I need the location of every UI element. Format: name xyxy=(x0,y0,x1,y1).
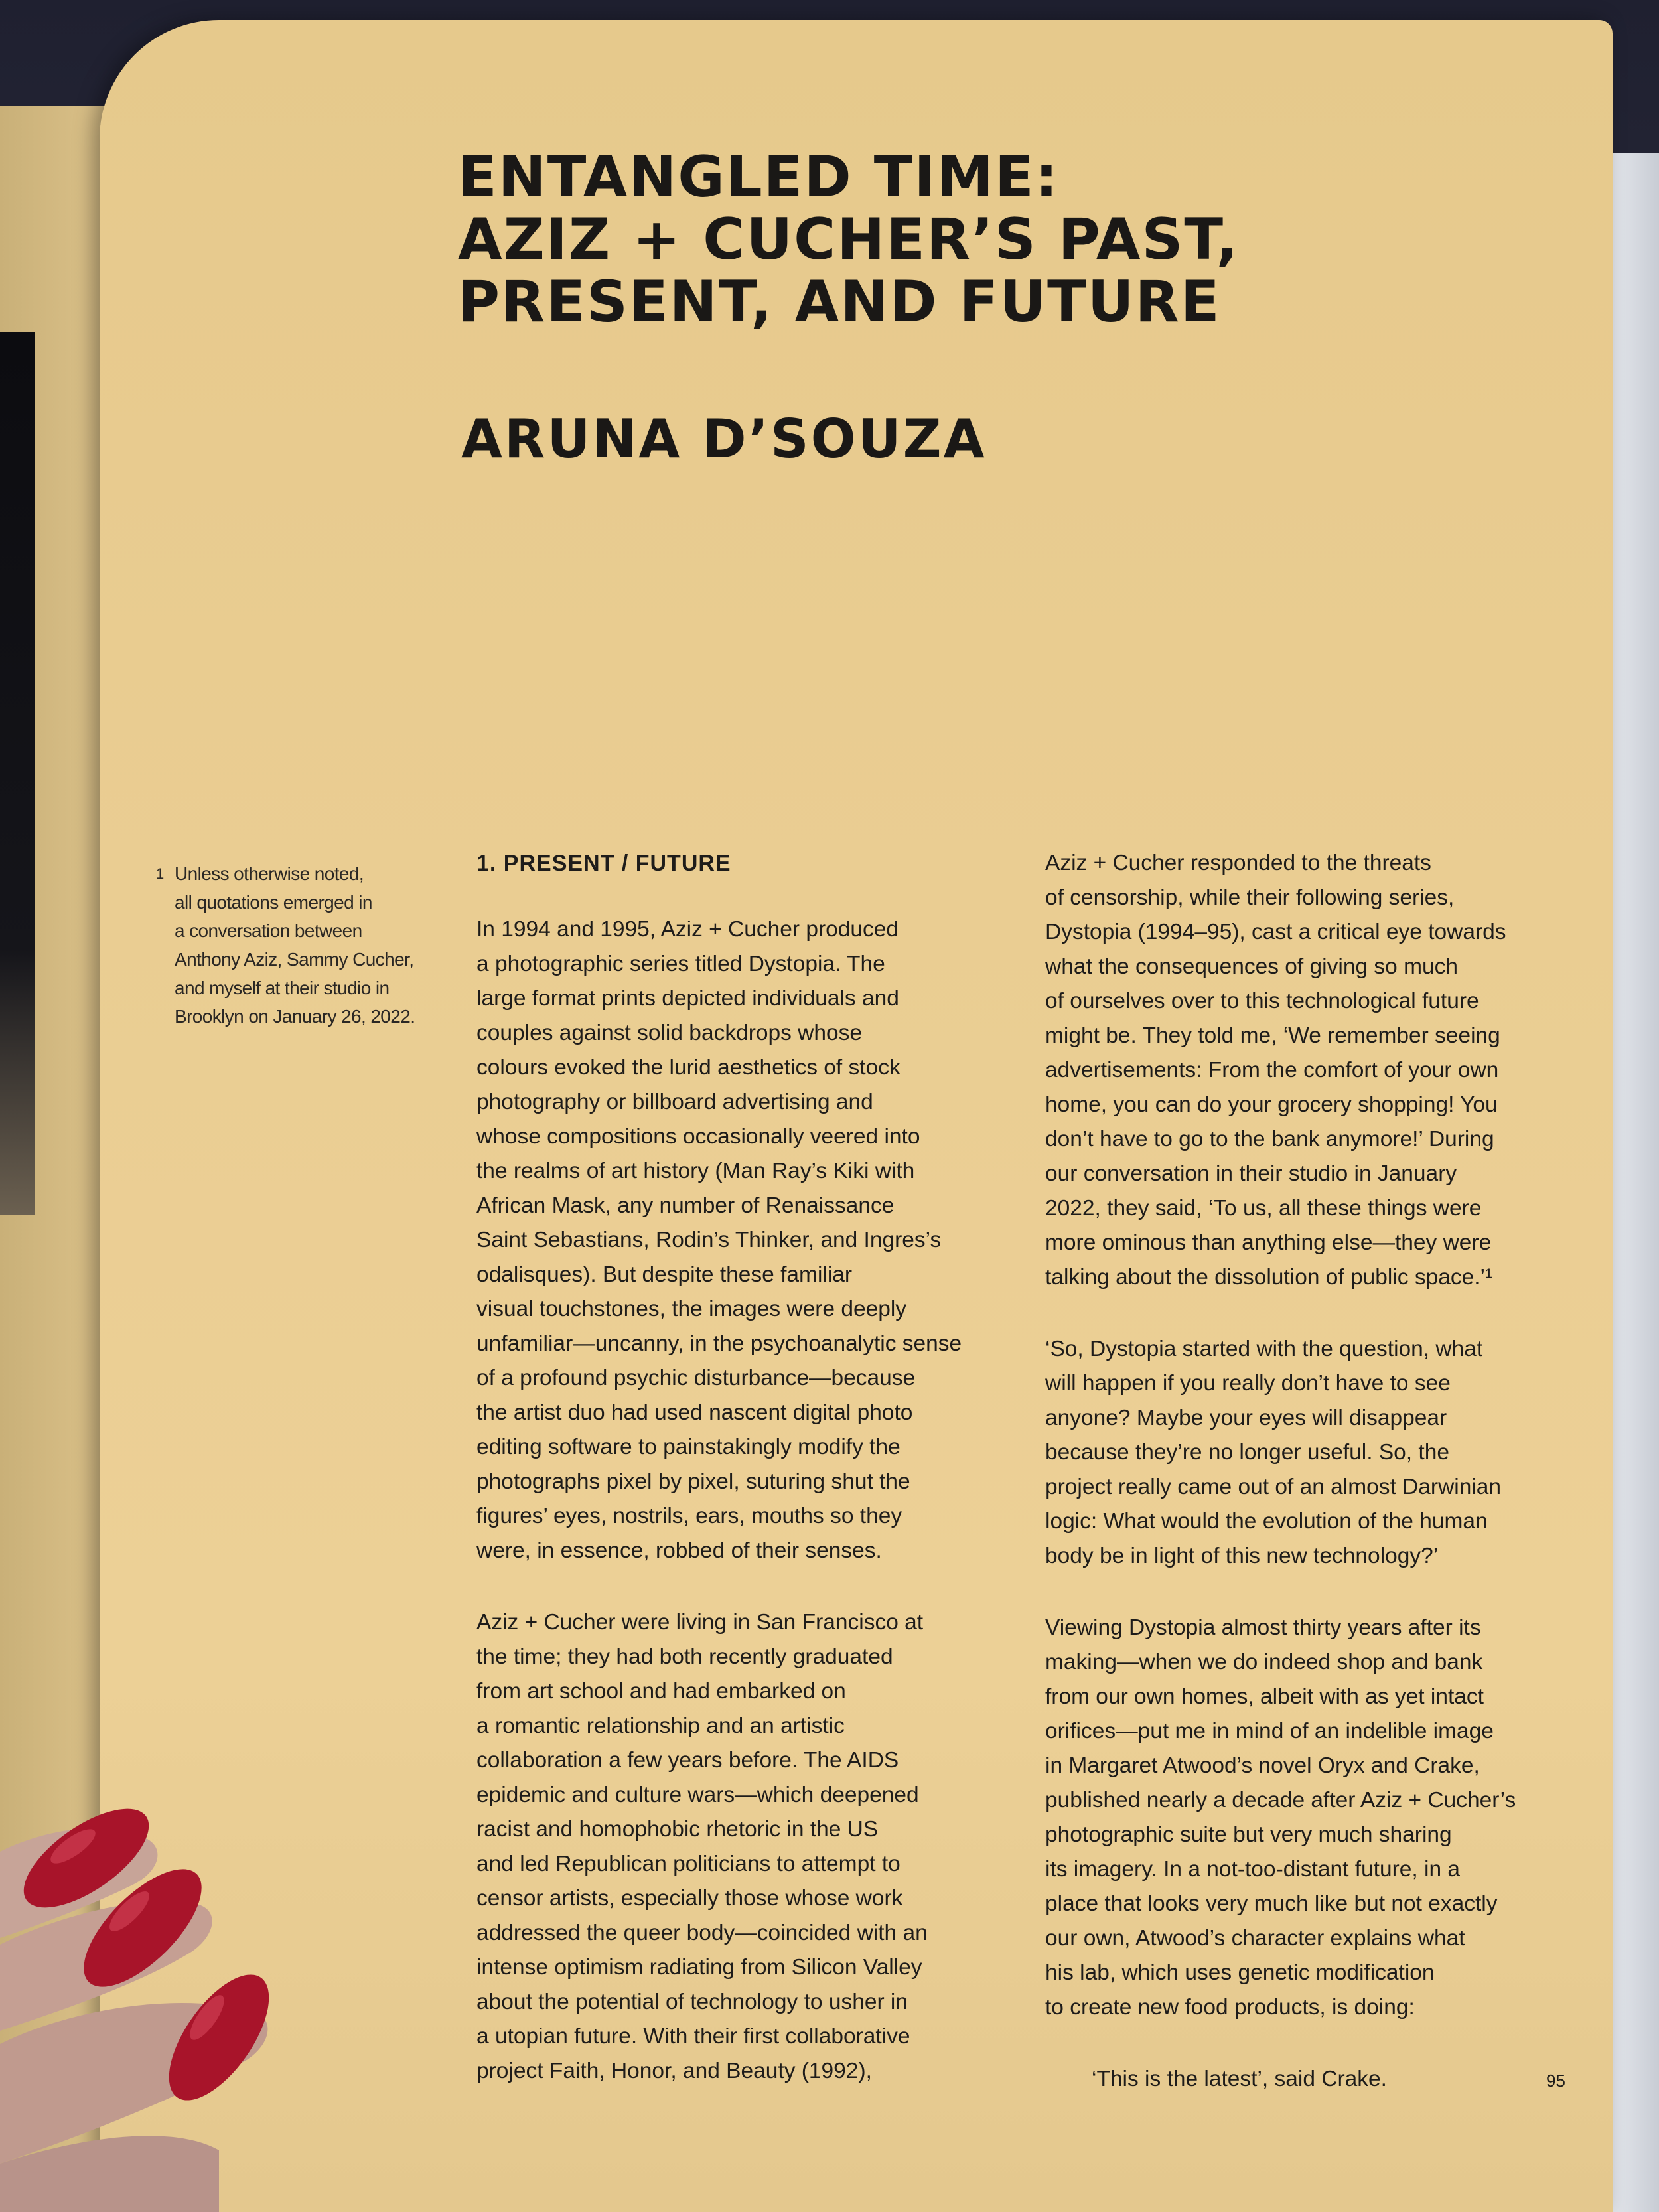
body-paragraph: In 1994 and 1995, Aziz + Cucher produced a photographic series titled Dystopia. The large format prints depicted individuals and couples against solid backdrops whose colours evoked the lurid aesthetics of stock photography or billboard advertising and whose compositions occasionally veered into the realms of art history (Man Ray’s Kiki with African Mask, any number of Renaissance Saint Sebastians, Rodin’s Thinker, and Ingres’s odalisques). But despite these familiar visual touchstones, the images were deeply unfamiliar—uncanny, in the psychoanalytic sense of a profound psychic disturbance—because the artist duo had used nascent digital photo editing software to painstakingly modify the photographs pixel by pixel, suturing shut the figures’ eyes, nostrils, ears, mouths so they were, in essence, robbed of their senses. xyxy=(476,917,962,1563)
article-author: ARUNA D’SOUZA xyxy=(461,408,987,470)
body-paragraph: ‘So, Dystopia started with the question, what will happen if you really don’t have to see anyone? Maybe your eyes will disappear because they’re no longer useful. So, the project really came out of an almost Darwinian logic: What would the evolution of the human body be in light of this new technology?’ xyxy=(1045,1337,1502,1568)
footnote-number: 1 xyxy=(156,865,165,882)
title-line: PRESENT, AND FUTURE xyxy=(458,269,1221,335)
block-quote: ‘This is the latest’, said Crake. xyxy=(1092,2067,1387,2091)
body-paragraph: Viewing Dystopia almost thirty years after its making—when we do indeed shop and bank from our own homes, albeit with as yet intact orifices—put me in mind of an indelible image in Margaret Atwood’s novel Oryx and Crake, published nearly a decade after Aziz + Cucher’s photographic suite but very much sharing its imagery. In a not-too-distant future, in a place that looks very much like but not exactly our own, Atwood’s character explains what his lab, which uses genetic modification to create new food products, is doing: xyxy=(1045,1615,1516,2020)
book-page xyxy=(100,20,1613,2212)
body-paragraph: Aziz + Cucher responded to the threats of censorship, while their following series, Dystopia (1994–95), cast a critical eye towards what the consequences of giving so much of ourselves over to this technological future might be. They told me, ‘We remember seeing advertisements: From the comfort of your own home, you can do your grocery shopping! You don’t have to go to the bank anymore!’ During our conversation in their studio in January 2022, they said, ‘To us, all these things were more ominous than anything else—they were talking about the dissolution of public space.’¹ xyxy=(1045,851,1506,1290)
footnote xyxy=(156,859,435,1031)
title-line: AZIZ + CUCHER’S PAST, xyxy=(458,206,1240,273)
section-heading: 1. PRESENT / FUTURE xyxy=(476,851,731,876)
body-column-right xyxy=(1045,846,1576,2134)
page-number: 95 xyxy=(1546,2071,1565,2091)
hand-fingers-image xyxy=(0,1792,305,2212)
footnote-text: Unless otherwise noted, all quotations emerged in a conversation between Anthony Aziz, Sammy Cucher, and myself at their studio in Brooklyn on January 26, 2022. xyxy=(175,863,415,1027)
body-paragraph: Aziz + Cucher were living in San Francisco at the time; they had both recently graduated from art school and had embarked on a romantic relationship and an artistic collaboration a few years before. The AIDS epidemic and culture wars—which deepened racist and homophobic rhetoric in the US and led Republican politicians to attempt to censor artists, especially those whose work addressed the queer body—coincided with an intense optimism radiating from Silicon Valley about the potential of technology to usher in a utopian future. With their first collaborative project Faith, Honor, and Beauty (1992), xyxy=(476,1610,928,2083)
left-page-photograph xyxy=(0,332,35,1215)
title-line: ENTANGLED TIME: xyxy=(458,144,1060,210)
article-title xyxy=(458,146,1387,333)
body-column-left xyxy=(476,846,1007,2126)
